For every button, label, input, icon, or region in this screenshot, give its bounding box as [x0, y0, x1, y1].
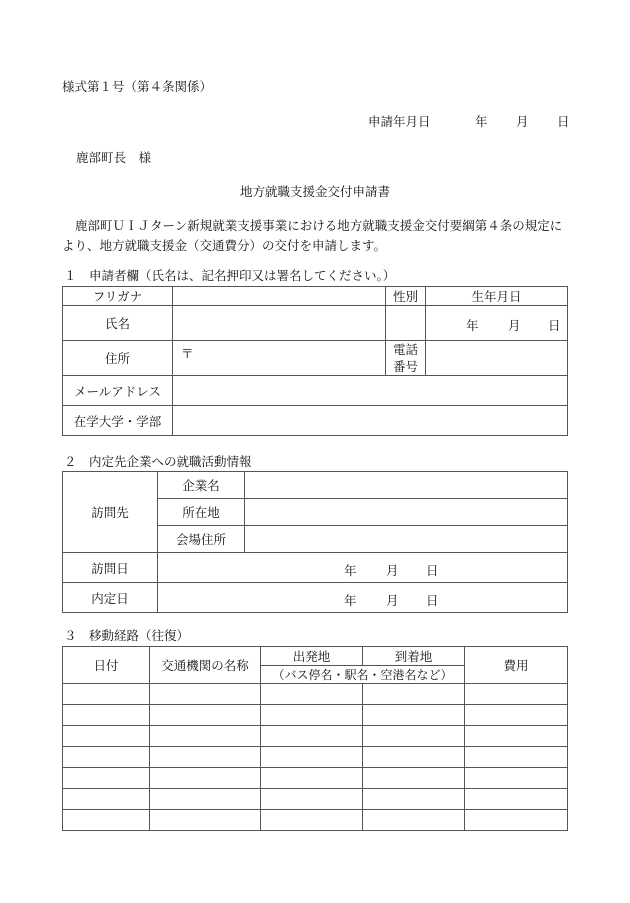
- route-date-cell[interactable]: [63, 810, 150, 831]
- name-field[interactable]: [173, 306, 386, 341]
- venue-address-field[interactable]: [245, 526, 568, 553]
- route-arrival-cell[interactable]: [363, 747, 465, 768]
- section3-heading: ３ 移動経路（往復）: [64, 628, 190, 643]
- column-place-note: （バス停名・駅名・空港名など）: [261, 666, 465, 684]
- route-transport-cell[interactable]: [150, 747, 261, 768]
- university-field[interactable]: [173, 406, 568, 436]
- route-arrival-cell[interactable]: [363, 810, 465, 831]
- job-activity-table: [62, 471, 568, 613]
- furigana-label: フリガナ: [63, 287, 173, 306]
- route-cost-cell[interactable]: [465, 705, 568, 726]
- route-date-cell[interactable]: [63, 768, 150, 789]
- route-arrival-cell[interactable]: [363, 789, 465, 810]
- company-name-label: 企業名: [158, 472, 245, 499]
- name-label: 氏名: [63, 306, 173, 341]
- application-date-label: 申請年月日: [368, 114, 431, 129]
- route-cost-cell[interactable]: [465, 726, 568, 747]
- phone-field[interactable]: [426, 341, 568, 376]
- date-year-label: 年: [475, 114, 488, 129]
- visit-destination-label: 訪問先: [63, 472, 158, 553]
- postal-mark: 〒: [181, 346, 194, 361]
- offer-date-field[interactable]: [158, 583, 568, 613]
- column-date: 日付: [63, 647, 150, 684]
- route-arrival-cell[interactable]: [363, 684, 465, 705]
- route-cost-cell[interactable]: [465, 684, 568, 705]
- route-cost-cell[interactable]: [465, 747, 568, 768]
- birth-day-label: 日: [548, 318, 561, 333]
- university-label: 在学大学・学部: [63, 406, 173, 436]
- route-cost-cell[interactable]: [465, 768, 568, 789]
- route-departure-cell[interactable]: [261, 789, 363, 810]
- route-arrival-cell[interactable]: [363, 726, 465, 747]
- phone-label: [386, 341, 426, 376]
- column-transport: 交通機関の名称: [150, 647, 261, 684]
- route-transport-cell[interactable]: [150, 768, 261, 789]
- offer-day-label: 日: [426, 592, 439, 608]
- birthdate-label: 生年月日: [426, 287, 568, 306]
- email-label: メールアドレス: [63, 376, 173, 406]
- visit-date-field[interactable]: [158, 553, 568, 583]
- route-transport-cell[interactable]: [150, 684, 261, 705]
- phone-label-line1: 電話: [392, 342, 418, 357]
- route-transport-cell[interactable]: [150, 726, 261, 747]
- route-transport-cell[interactable]: [150, 789, 261, 810]
- document-title: 地方就職支援金交付申請書: [239, 184, 390, 199]
- visit-date-label: 訪問日: [63, 553, 158, 583]
- date-day-label: 日: [557, 114, 570, 129]
- section1-heading: １ 申請者欄（氏名は、記名押印又は署名してください。）: [64, 268, 396, 283]
- column-departure: 出発地: [261, 647, 363, 666]
- date-month-label: 月: [516, 114, 529, 129]
- route-arrival-cell[interactable]: [363, 768, 465, 789]
- offer-date-label: 内定日: [63, 583, 158, 613]
- email-field[interactable]: [173, 376, 568, 406]
- route-departure-cell[interactable]: [261, 747, 363, 768]
- offer-month-label: 月: [386, 592, 399, 608]
- gender-field[interactable]: [386, 306, 426, 341]
- visit-month-label: 月: [386, 562, 399, 578]
- address-field[interactable]: [173, 341, 386, 376]
- route-cost-cell[interactable]: [465, 810, 568, 831]
- route-date-cell[interactable]: [63, 705, 150, 726]
- offer-year-label: 年: [344, 592, 357, 608]
- venue-address-label: 会場住所: [158, 526, 245, 553]
- birth-month-label: 月: [508, 318, 521, 333]
- company-name-field[interactable]: [245, 472, 568, 499]
- visit-day-label: 日: [426, 562, 439, 578]
- route-row: [63, 747, 568, 768]
- route-departure-cell[interactable]: [261, 684, 363, 705]
- location-field[interactable]: [245, 499, 568, 526]
- addressee: 鹿部町長 様: [76, 150, 152, 165]
- route-departure-cell[interactable]: [261, 768, 363, 789]
- route-row: [63, 726, 568, 747]
- route-row: [63, 684, 568, 705]
- column-cost: 費用: [465, 647, 568, 684]
- route-date-cell[interactable]: [63, 726, 150, 747]
- route-row: [63, 768, 568, 789]
- route-date-cell[interactable]: [63, 747, 150, 768]
- route-cost-cell[interactable]: [465, 789, 568, 810]
- travel-route-table: [62, 646, 568, 831]
- route-date-cell[interactable]: [63, 789, 150, 810]
- route-row: [63, 705, 568, 726]
- birth-year-label: 年: [466, 318, 479, 333]
- form-number: 様式第１号（第４条関係）: [62, 79, 213, 94]
- furigana-field[interactable]: [173, 287, 386, 306]
- route-date-cell[interactable]: [63, 684, 150, 705]
- route-row: [63, 810, 568, 831]
- column-arrival: 到着地: [363, 647, 465, 666]
- phone-label-line2: 番号: [392, 359, 418, 374]
- gender-label: 性別: [386, 287, 426, 306]
- birthdate-field[interactable]: [426, 306, 568, 341]
- route-departure-cell[interactable]: [261, 705, 363, 726]
- route-transport-cell[interactable]: [150, 705, 261, 726]
- visit-year-label: 年: [344, 562, 357, 578]
- route-departure-cell[interactable]: [261, 810, 363, 831]
- route-departure-cell[interactable]: [261, 726, 363, 747]
- route-row: [63, 789, 568, 810]
- applicant-table: [62, 286, 568, 436]
- application-statement: 鹿部町ＵＩＪターン新規就業支援事業における地方就職支援金交付要綱第４条の規定により、地方就職支援金（交通費分）の交付を申請します。: [62, 218, 563, 253]
- location-label: 所在地: [158, 499, 245, 526]
- route-transport-cell[interactable]: [150, 810, 261, 831]
- section2-heading: ２ 内定先企業への就職活動情報: [64, 454, 252, 469]
- route-arrival-cell[interactable]: [363, 705, 465, 726]
- address-label: 住所: [63, 341, 173, 376]
